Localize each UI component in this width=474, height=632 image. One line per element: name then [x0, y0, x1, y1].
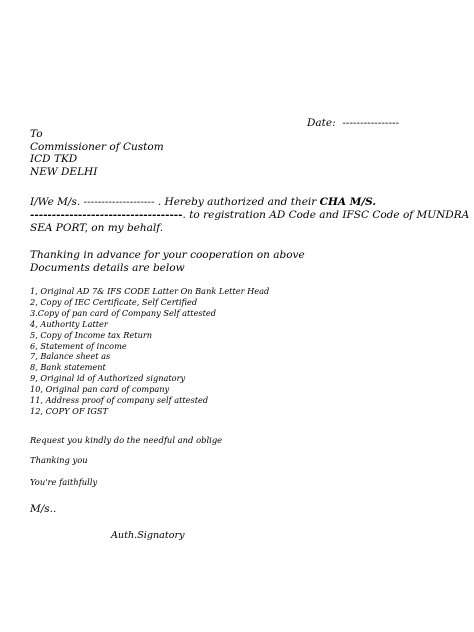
documents-list [30, 286, 450, 417]
list-item: 5, Copy of Income tax Return [30, 329, 153, 340]
date-blank: ---------------- [342, 117, 400, 129]
authorization-line-1 [30, 196, 450, 209]
list-item: 6, Statement of income [30, 340, 127, 351]
list-item: 3.Copy of pan card of Company Self attested [30, 307, 216, 318]
auth-text-2: . to registration AD Code and IFSC Code of MUNDRA [182, 209, 470, 222]
list-item: 4, Authority Latter [30, 318, 108, 329]
recipient-address [30, 128, 450, 178]
list-item: 9, Original id of Authorized signatory [30, 373, 186, 384]
list-item: 2, Copy of IEC Certificate, Self Certified [30, 296, 198, 307]
list-item: 10, Original pan card of company [30, 384, 170, 395]
address-line: NEW DELHI [30, 165, 98, 178]
list-item: 8, Bank statement [30, 362, 106, 373]
request-line: Request you kindly do the needful and oblige [30, 435, 223, 445]
authorization-line-2 [30, 209, 470, 222]
thanks-paragraph [30, 249, 450, 275]
auth-blank-1: -------------------- [83, 196, 155, 208]
auth-cha: CHA M/S. [319, 196, 377, 208]
address-line: To [30, 128, 43, 140]
signatory-line: Auth.Signatory [111, 530, 185, 541]
thanks-line-1: Thanking in advance for your cooperation on above [30, 249, 305, 261]
list-item: 1, Original AD 7& IFS CODE Latter On Bank Letter Head [30, 286, 270, 296]
authorization-paragraph [30, 196, 470, 236]
auth-blank-2: ----------------------------------- [30, 209, 183, 222]
faithfully-line: You're faithfully [30, 477, 98, 487]
list-item: 7, Balance sheet as [30, 351, 111, 362]
address-line: Commissioner of Custom [30, 140, 164, 153]
auth-prefix: I/We M/s. [30, 196, 81, 208]
ms-line: M/s.. [30, 503, 57, 515]
list-item: 12, COPY OF IGST [30, 405, 108, 416]
address-line: ICD TKD [30, 153, 78, 165]
thanks-line-2: Documents details are below [30, 262, 185, 275]
list-item: 11, Address proof of company self attested [30, 395, 209, 406]
date-label: Date: [307, 117, 336, 129]
auth-text-1: . Hereby authorized and their [157, 196, 317, 208]
thanking-line: Thanking you [30, 455, 88, 465]
authorization-line-3: SEA PORT, on my behalf. [30, 222, 164, 235]
